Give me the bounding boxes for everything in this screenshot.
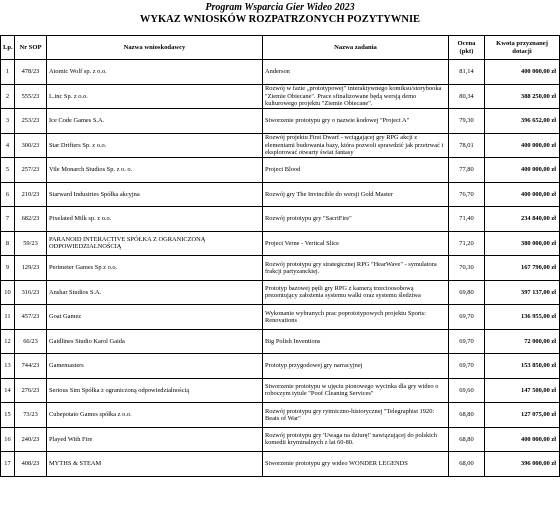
table-row	[1, 280, 560, 305]
cell-score: 77,80	[449, 158, 485, 183]
cell-applicant: MYTHS & STEAM	[47, 452, 263, 477]
cell-applicant: Pixelated Milk sp. z o.o.	[47, 207, 263, 232]
table-row	[1, 378, 560, 403]
cell-task: Prototyp bazowej pętli gry RPG z kamerą trzecioosobową prezentujący założenia systemu walki oraz systemu śledztwa	[263, 280, 449, 305]
cell-applicant: Ice Code Games S.A.	[47, 109, 263, 134]
cell-task: Rozwój w fazie „prototypowej" interaktywnego komiksu/storybooka "Ziemie Obiecane". Prace sfinalizowane będą wersją demo kulturowego projektu "Ziemie Obiecane".	[263, 84, 449, 109]
cell-nr-sop: 257/23	[15, 158, 47, 183]
cell-score: 71,20	[449, 231, 485, 256]
cell-nr-sop: 408/23	[15, 452, 47, 477]
cell-task: Stworzenie prototypu gry wideo WONDER LEGENDS	[263, 452, 449, 477]
header-lp: Lp.	[1, 36, 15, 60]
cell-amount: 397 137,00 zł	[485, 280, 560, 305]
table-row	[1, 305, 560, 330]
cell-nr-sop: 316/23	[15, 280, 47, 305]
cell-score: 70,30	[449, 256, 485, 281]
cell-score: 81,14	[449, 60, 485, 85]
cell-nr-sop: 682/23	[15, 207, 47, 232]
cell-score: 69,70	[449, 329, 485, 354]
cell-applicant: PARANOID INTERACTIVE SPÓŁKA Z OGRANICZONĄ ODPOWIEDZIALNOŚCIĄ	[47, 231, 263, 256]
cell-nr-sop: 210/23	[15, 182, 47, 207]
cell-nr-sop: 555/23	[15, 84, 47, 109]
cell-amount: 400 000,00 zł	[485, 182, 560, 207]
cell-task: Stworzenie prototypu w ujęciu pionowego wycinka dla gry wideo o roboczym tytule "Poof Cleaning Services"	[263, 378, 449, 403]
cell-score: 69,70	[449, 354, 485, 379]
list-title: WYKAZ WNIOSKÓW ROZPATRZONYCH POZYTYWNIE	[139, 14, 421, 25]
cell-applicant: Star Drifters Sp. z o.o.	[47, 133, 263, 158]
cell-nr-sop: 73/23	[15, 403, 47, 428]
cell-lp: 12	[1, 329, 15, 354]
cell-amount: 400 000,00 zł	[485, 158, 560, 183]
table-row	[1, 84, 560, 109]
cell-task: Rozwój projektu First Dwarf - wciągającej gry RPG akcji z elementami budowania bazy, która pozwoli sprawdzić jak przetrwać i eksplorować otwarty świat fantasy	[263, 133, 449, 158]
header-amount: Kwota przyznanej dotacji	[485, 36, 560, 60]
cell-applicant: Atomic Wolf sp. z o.o.	[47, 60, 263, 85]
cell-amount: 380 000,00 zł	[485, 231, 560, 256]
cell-score: 68,80	[449, 403, 485, 428]
cell-amount: 396 000,00 zł	[485, 452, 560, 477]
table-row	[1, 182, 560, 207]
cell-nr-sop: 478/23	[15, 60, 47, 85]
cell-score: 76,70	[449, 182, 485, 207]
cell-nr-sop: 744/23	[15, 354, 47, 379]
cell-score: 71,40	[449, 207, 485, 232]
cell-task: Project Verne - Vertical Slice	[263, 231, 449, 256]
cell-applicant: Vile Monarch Studios Sp. z o. o.	[47, 158, 263, 183]
cell-score: 69,80	[449, 280, 485, 305]
header-score: Ocena (pkt)	[449, 36, 485, 60]
cell-score: 78,01	[449, 133, 485, 158]
table-row	[1, 403, 560, 428]
cell-task: Rozwój prototypu gry "SacriFire"	[263, 207, 449, 232]
cell-score: 79,30	[449, 109, 485, 134]
cell-amount: 147 500,00 zł	[485, 378, 560, 403]
cell-amount: 396 652,00 zł	[485, 109, 560, 134]
table-row	[1, 354, 560, 379]
table-body	[1, 60, 560, 477]
cell-score: 80,34	[449, 84, 485, 109]
cell-lp: 2	[1, 84, 15, 109]
table-row	[1, 60, 560, 85]
cell-score: 68,80	[449, 427, 485, 452]
cell-task: Project Blood	[263, 158, 449, 183]
cell-amount: 400 000,00 zł	[485, 427, 560, 452]
cell-lp: 3	[1, 109, 15, 134]
cell-lp: 13	[1, 354, 15, 379]
table-row	[1, 452, 560, 477]
cell-nr-sop: 240/23	[15, 427, 47, 452]
cell-score: 69,60	[449, 378, 485, 403]
cell-task: Rozwój prototypu gry strategicznej RPG "HearWave" - symulatora frakcji partyzanckiej.	[263, 256, 449, 281]
header-task: Nazwa zadania	[263, 36, 449, 60]
cell-lp: 5	[1, 158, 15, 183]
table-header-row	[1, 36, 560, 60]
cell-score: 69,70	[449, 305, 485, 330]
cell-applicant: Cubepotato Games spółka z o.o.	[47, 403, 263, 428]
cell-amount: 400 000,00 zł	[485, 60, 560, 85]
table-row	[1, 329, 560, 354]
cell-task: Prototyp przygodowej gry narracyjnej	[263, 354, 449, 379]
cell-amount: 72 000,00 zł	[485, 329, 560, 354]
table-row	[1, 207, 560, 232]
cell-nr-sop: 300/23	[15, 133, 47, 158]
cell-lp: 4	[1, 133, 15, 158]
table-row	[1, 109, 560, 134]
table-row	[1, 231, 560, 256]
header-applicant: Nazwa wnioskodawcy	[47, 36, 263, 60]
cell-lp: 11	[1, 305, 15, 330]
cell-applicant: Anshar Studios S.A.	[47, 280, 263, 305]
cell-task: Stworzenie prototypu gry o nazwie kodowej "Project A"	[263, 109, 449, 134]
header-nr-sop: Nr SOP	[15, 36, 47, 60]
cell-amount: 234 840,00 zł	[485, 207, 560, 232]
cell-applicant: L.inc Sp. z o.o.	[47, 84, 263, 109]
cell-lp: 1	[1, 60, 15, 85]
cell-applicant: Perimeter Games Sp z o.o.	[47, 256, 263, 281]
cell-nr-sop: 59/23	[15, 231, 47, 256]
cell-lp: 15	[1, 403, 15, 428]
cell-amount: 400 000,00 zł	[485, 133, 560, 158]
cell-applicant: Gamemasters	[47, 354, 263, 379]
cell-applicant: Starward Industries Spółka akcyjna	[47, 182, 263, 207]
table-row	[1, 427, 560, 452]
program-title: Program Wsparcia Gier Wideo 2023	[205, 2, 355, 13]
cell-applicant: Gaidlines Studio Karol Gaida	[47, 329, 263, 354]
table-row	[1, 133, 560, 158]
cell-task: Rozwój prototypu gry rytmiczno-historycznej "Telegraphist 1920: Beats of War"	[263, 403, 449, 428]
grants-table	[0, 35, 560, 477]
cell-amount: 127 075,00 zł	[485, 403, 560, 428]
cell-amount: 167 790,00 zł	[485, 256, 560, 281]
cell-lp: 8	[1, 231, 15, 256]
cell-lp: 7	[1, 207, 15, 232]
cell-nr-sop: 276/23	[15, 378, 47, 403]
cell-applicant: Goat Gamez	[47, 305, 263, 330]
cell-lp: 17	[1, 452, 15, 477]
cell-task: Rozwój gry The Invincible do wersji Gold Master	[263, 182, 449, 207]
cell-applicant: Played With Fire	[47, 427, 263, 452]
cell-lp: 10	[1, 280, 15, 305]
cell-lp: 14	[1, 378, 15, 403]
cell-amount: 136 955,00 zł	[485, 305, 560, 330]
table-row	[1, 256, 560, 281]
cell-task: Big Polish Inventions	[263, 329, 449, 354]
cell-task: Rozwój prototypu gry 'Uwaga na dziurę!' nawiązującej do polskich komedii kryminalnych z lat 60-80.	[263, 427, 449, 452]
cell-nr-sop: 66/23	[15, 329, 47, 354]
cell-nr-sop: 457/23	[15, 305, 47, 330]
cell-lp: 6	[1, 182, 15, 207]
cell-score: 68,00	[449, 452, 485, 477]
cell-task: Anderson	[263, 60, 449, 85]
cell-amount: 153 850,00 zł	[485, 354, 560, 379]
cell-nr-sop: 129/23	[15, 256, 47, 281]
cell-applicant: Serious Sim Spółka z ograniczoną odpowiedzialnością	[47, 378, 263, 403]
cell-lp: 9	[1, 256, 15, 281]
cell-task: Wykonanie wybranych prac poprototypowych projektu Sports: Renovations	[263, 305, 449, 330]
table-row	[1, 158, 560, 183]
cell-lp: 16	[1, 427, 15, 452]
cell-amount: 388 250,00 zł	[485, 84, 560, 109]
cell-nr-sop: 253/23	[15, 109, 47, 134]
